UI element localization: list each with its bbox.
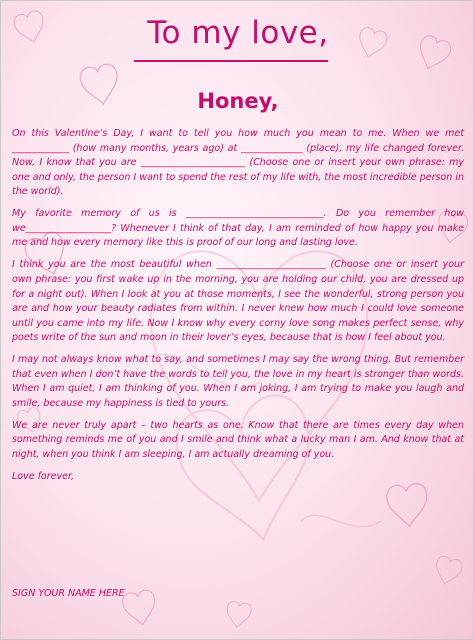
heart-icon [225, 601, 252, 629]
signature-placeholder: SIGN YOUR NAME HERE [12, 588, 125, 599]
salutation: Honey, [197, 89, 279, 113]
letter-title [1, 15, 474, 51]
letter-paragraph: I may not always know what to say, and sometimes I may say the wrong thing. But remember that even when I don’t have the words to tell you, the love in my heart is stronger than words. When I am quiet, I am thinking of you. When I am joking, I am trying to make you laugh and smile, because my happiness is tied to yours. [12, 354, 464, 409]
title-comma: , [318, 15, 329, 51]
title-underline [134, 60, 328, 62]
heart-icon [121, 589, 158, 628]
letter-paragraph: My favorite memory of us is _____________________________. Do you remember how we__________________? Whenever I think of that day, I am reminded of how happy you make me and how every memory like this is proof of our long and lasting love. [12, 208, 464, 249]
letter-paragraph: On this Valentine’s Day, I want to tell you how much you mean to me. When we met ____________ (how many months, years ago) at _____________ (place), my life changed forever. Now, I know that you are ______________________ (Choose one or insert your own phrase: my one and only, the person I want to spend the rest of my life with, the most incredible person in the world). [12, 128, 464, 198]
letter-paragraph: I think you are the most beautiful when _______________________ (Choose one or insert your own phrase: you first wake up in the morning, you are holding our child, you are dressed up for a night out). When I look at you at those moments, I see the wonderful, strong person you are and how your beauty radiates from within. I never knew how much I could love someone until you came into my life. Now I know why every corny love song makes perfect sense, why poets write of the sun and moon in their lover’s eyes, because that is how I feel about you. [12, 259, 464, 344]
letter-paragraph: We are never truly apart – two hearts as one. Know that there are times every day when something reminds me of you and I smile and think what a lucky man I am. And know that at night, when you think I am sleeping, I am actually dreaming of you. [12, 419, 464, 461]
heart-icon [432, 555, 464, 588]
title-text: To my love [147, 15, 319, 51]
letter-body [12, 127, 464, 492]
closing-line: Love forever, [12, 470, 75, 482]
